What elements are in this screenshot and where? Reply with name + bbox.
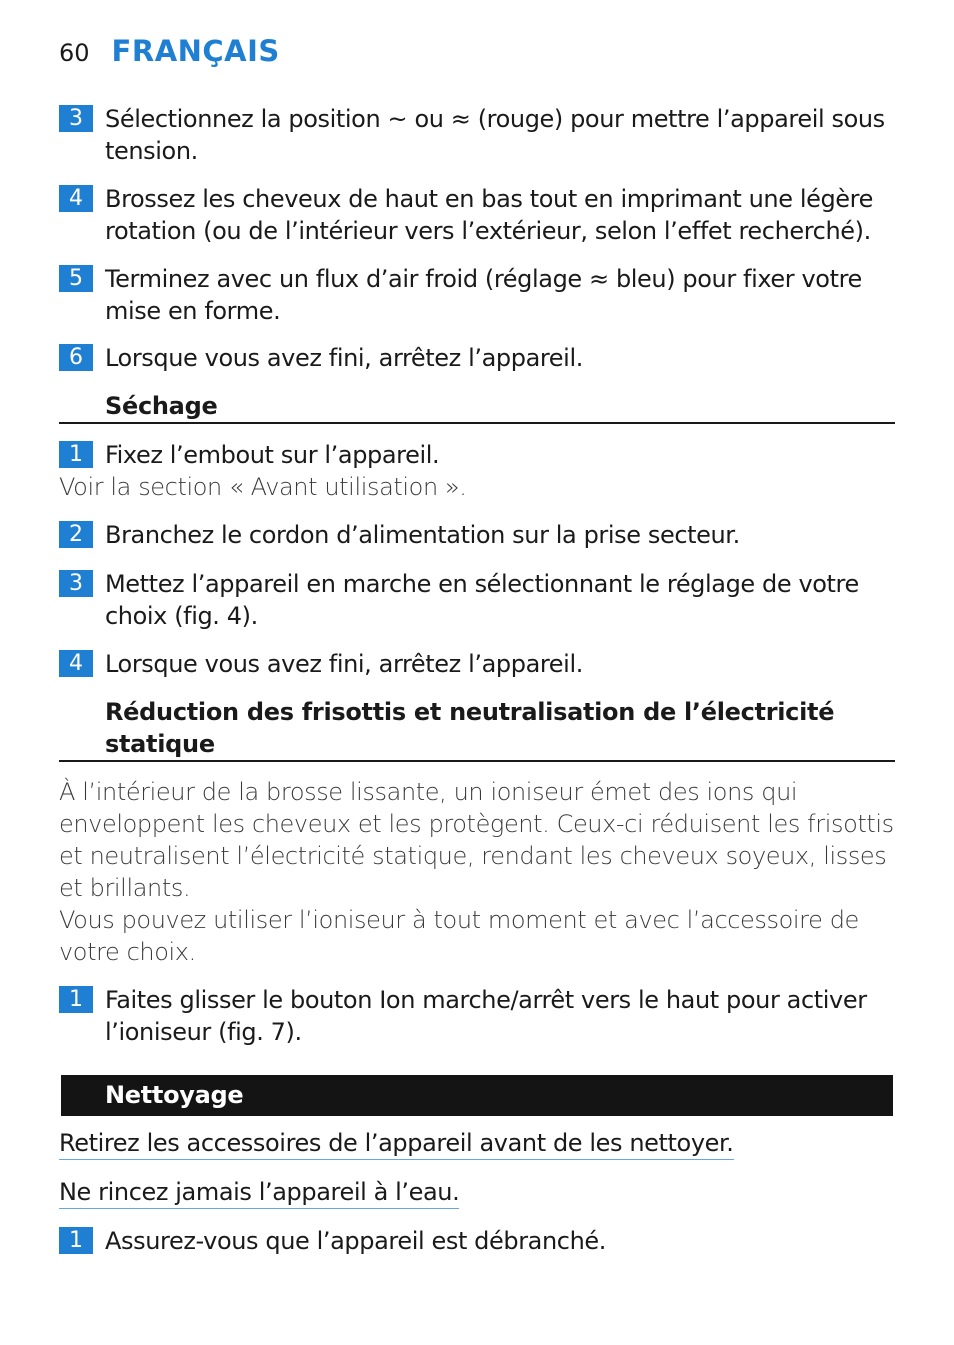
section-heading-sechage — [59, 390, 895, 424]
step-number-badge: 1 — [59, 1227, 93, 1254]
step-item — [59, 648, 895, 680]
step-number-badge: 4 — [59, 185, 93, 212]
paragraph: À l’intérieur de la brosse lissante, un ioniseur émet des ions qui enveloppent les cheveux et les protègent. Ceux-ci réduisent les frisottis et neutralisent l’électricité statique, rendant les cheveux soyeux, lisses et brillants. — [59, 778, 894, 902]
step-number-badge: 1 — [59, 441, 93, 468]
step-item — [59, 263, 895, 327]
step-item — [59, 439, 895, 471]
page-header — [59, 34, 280, 74]
step-text: Faites glisser le bouton Ion marche/arrêt vers le haut pour activer l’ioniseur (fig. 7). — [105, 986, 867, 1046]
paragraph: Vous pouvez utiliser l’ioniseur à tout moment et avec l’accessoire de votre choix. — [59, 906, 859, 966]
page-number: 60 — [59, 39, 90, 67]
step-item — [59, 342, 895, 374]
step-text: Branchez le cordon d’alimentation sur la prise secteur. — [105, 521, 740, 549]
section-title: Réduction des frisottis et neutralisation de l’électricité statique — [105, 698, 835, 758]
step-item — [59, 1225, 895, 1257]
step-item — [59, 984, 895, 1048]
step-text: Brossez les cheveux de haut en bas tout en imprimant une légère rotation (ou de l’intérieur vers l’extérieur, selon l’effet recherché). — [105, 185, 873, 245]
step-item — [59, 103, 895, 167]
step-number-badge: 3 — [59, 570, 93, 597]
section-title: Séchage — [105, 392, 218, 420]
section-heading-nettoyage — [61, 1075, 893, 1116]
note-text: Voir la section « Avant utilisation ». — [59, 473, 467, 501]
step-text: Lorsque vous avez fini, arrêtez l’appareil. — [105, 344, 583, 372]
step-number-badge: 3 — [59, 105, 93, 132]
step-number-badge: 5 — [59, 265, 93, 292]
step-item — [59, 183, 895, 247]
step-number-badge: 1 — [59, 986, 93, 1013]
step-text: Lorsque vous avez fini, arrêtez l’appareil. — [105, 650, 583, 678]
step-text: Fixez l’embout sur l’appareil. — [105, 441, 440, 469]
step-text: Mettez l’appareil en marche en sélectionnant le réglage de votre choix (fig. 4). — [105, 570, 859, 630]
step-number-badge: 2 — [59, 521, 93, 548]
step-item — [59, 519, 895, 551]
warning-text: Retirez les accessoires de l’appareil avant de les nettoyer. — [59, 1128, 734, 1160]
section-heading-frisottis — [59, 696, 895, 762]
warning-text: Ne rincez jamais l’appareil à l’eau. — [59, 1177, 459, 1209]
step-text: Terminez avec un flux d’air froid (réglage ≈ bleu) pour fixer votre mise en forme. — [105, 265, 862, 325]
step-number-badge: 4 — [59, 650, 93, 677]
language-title: FRANÇAIS — [111, 34, 280, 68]
step-text: Sélectionnez la position ~ ou ≈ (rouge) pour mettre l’appareil sous tension. — [105, 105, 885, 165]
step-item — [59, 568, 895, 632]
step-number-badge: 6 — [59, 344, 93, 371]
section-title: Nettoyage — [105, 1081, 244, 1109]
step-text: Assurez-vous que l’appareil est débranché. — [105, 1227, 607, 1255]
